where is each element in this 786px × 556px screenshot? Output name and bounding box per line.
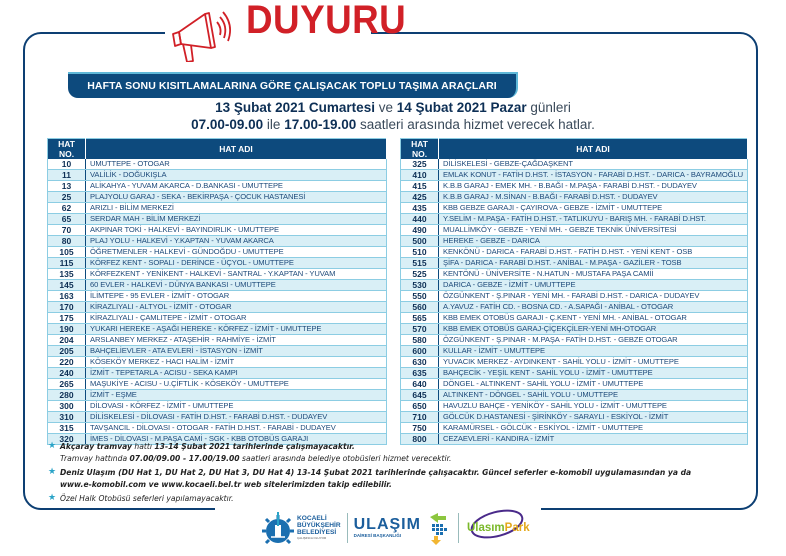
route-name: ALTINKENT - DÖNGEL - SAHİL YOLU - UMUTTEPE [439,390,748,401]
route-name: PLAJYOLU GARAJ - SEKA - BEKİRPAŞA - ÇOCUK HASTANESİ [86,192,387,203]
route-number: 630 [401,357,439,368]
route-name: K.B.B GARAJ - M.SİNAN - B.BAĞI - FARABİ D.HST. - DUDAYEV [439,192,748,203]
route-name: BAHÇECİK - YEŞİL KENT - SAHİL YOLU - İZMİT - UMUTTEPE [439,368,748,379]
column-header-name: HAT ADI [439,139,748,160]
route-name: İZMİT - EŞME [86,390,387,401]
route-row [48,346,387,357]
note-tram [48,441,748,464]
route-name: MUALLİMKÖY - GEBZE - YENİ MH. - GEBZE TEKNİK ÜNİVERSİTESİ [439,225,748,236]
note-private-bus [48,493,748,505]
logo-tagline: ÇALIŞINCA OLUYOR [297,536,327,541]
route-number: 500 [401,236,439,247]
kbb-emblem-icon [262,510,294,546]
route-number: 265 [48,379,86,390]
route-number: 410 [401,170,439,181]
route-number: 800 [401,434,439,445]
note-text: 13-14 Şubat 2021 tarihlerinde çalışmayacaktır. [154,442,355,451]
route-name: YUKARI HEREKE - AŞAĞI HEREKE - KÖRFEZ - İZMİT - UMUTTEPE [86,324,387,335]
route-number: 435 [401,203,439,214]
route-row [48,236,387,247]
kbb-wordmark [297,515,341,542]
route-name: ÖZGÜNKENT - Ş.PINAR - YENİ MH. - FARABİ D.HST. - DARICA - DUDAYEV [439,291,748,302]
route-name: HEREKE - GEBZE - DARICA [439,236,748,247]
route-name: EMLAK KONUT - FATİH D.HST. - İSTASYON - FARABİ D.HST. - DARICA - BAYRAMOĞLU [439,170,748,181]
route-row [48,291,387,302]
time-evening: 17.00-19.00 [284,117,357,132]
route-row [48,280,387,291]
route-number: 300 [48,401,86,412]
route-number: 11 [48,170,86,181]
route-name: K.B.B GARAJ - EMEK MH. - B.BAĞI - M.PAŞA - FARABİ D.HST. - DUDAYEV [439,181,748,192]
route-row [48,379,387,390]
route-name: DARICA - GEBZE - İZMİT - UMUTTEPE [439,280,748,291]
route-name: VALİLİK - DOĞUKIŞLA [86,170,387,181]
route-row [48,170,387,181]
route-name: GÖLCÜK D.HASTANESİ - ŞİRİNKÖY - SARAYLI - ESKİYOL - İZMİT [439,412,748,423]
route-name: KULLAR - İZMİT - UMUTTEPE [439,346,748,357]
route-row [48,412,387,423]
route-row [401,324,748,335]
route-row [48,258,387,269]
route-name: KÖRFEZ KENT - SOPALI - DERİNCE - ÜÇYOL - UMUTTEPE [86,258,387,269]
note-text: Akçaray tramvay [60,442,132,451]
route-number: 645 [401,390,439,401]
note-text: Deniz Ulaşım (DU Hat 1, DU Hat 2, DU Hat 3, DU Hat 4) 13-14 Şubat 2021 tarihlerinde çalışacaktır. Güncel seferler e-komobil uygulamasından ya da [60,468,692,477]
logo-text: KOCAELİ [297,514,327,522]
route-number: 560 [401,302,439,313]
route-name: KBB EMEK OTOBÜS GARAJI - Ç.KENT - YENİ MH. - ANİBAL - OTOGAR [439,313,748,324]
route-number: 13 [48,181,86,192]
route-name: ARSLANBEY MERKEZ - ATAŞEHİR - RAHMİYE - İZMİT [86,335,387,346]
route-number: 320 [48,434,86,445]
route-number: 315 [48,423,86,434]
ulasim-wordmark [354,517,421,539]
route-number: 550 [401,291,439,302]
route-number: 25 [48,192,86,203]
route-number: 170 [48,302,86,313]
date-saturday: 13 Şubat 2021 Cumartesi [215,100,375,115]
route-name: MAŞUKİYE - ACISU - U.ÇİFTLİK - KÖSEKÖY - UMUTTEPE [86,379,387,390]
route-name: ÖZGÜNKENT - Ş.PINAR - M.PAŞA - FATİH D.HST. - GEBZE OTOGAR [439,335,748,346]
route-name: KİRAZLIYALI - ÇAMLITEPE - İZMİT - OTOGAR [86,313,387,324]
logo-divider [458,513,459,543]
route-number: 325 [401,159,439,170]
route-number: 220 [48,357,86,368]
route-name: YUVACIK MERKEZ - AYDINKENT - SAHİL YOLU - İZMİT - UMUTTEPE [439,357,748,368]
route-number: 710 [401,412,439,423]
route-name: SERDAR MAH - BİLİM MERKEZİ [86,214,387,225]
conjunction: ve [378,100,393,115]
route-row [401,170,748,181]
route-row [401,214,748,225]
column-header-no: HAT NO. [401,139,439,160]
route-number: 635 [401,368,439,379]
route-number: 135 [48,269,86,280]
route-number: 750 [401,423,439,434]
route-name: ALİKAHYA - YUVAM AKARCA - D.BANKASI - UMUTTEPE [86,181,387,192]
route-row [48,401,387,412]
route-number: 530 [401,280,439,291]
route-number: 650 [401,401,439,412]
route-row [401,203,748,214]
route-number: 163 [48,291,86,302]
route-number: 515 [401,258,439,269]
route-name: KENKÖNÜ - DARICA - FARABİ D.HST. - FATİH D.HST. - YENİ KENT - OSB [439,247,748,258]
route-row [401,291,748,302]
route-row [401,313,748,324]
route-row [401,401,748,412]
note-text: www.e-komobil.com ve www.kocaeli.bel.tr web sitelerimizden takip edilebilir. [60,479,392,489]
route-row [48,159,387,170]
ulasim-arrows-icon [424,511,452,545]
page-title: DUYURU [246,0,407,42]
route-number: 640 [401,379,439,390]
route-number: 65 [48,214,86,225]
route-row [401,302,748,313]
time-description: saatleri arasında hizmet verecek hatlar. [360,117,595,132]
route-row [401,423,748,434]
route-name: AKPINAR TOKİ - HALKEVİ - BAYINDIRLIK - UMUTTEPE [86,225,387,236]
route-number: 240 [48,368,86,379]
route-number: 425 [401,192,439,203]
column-header-name: HAT ADI [86,139,387,160]
logo-subtext: DAİRESİ BAŞKANLIĞI [353,533,402,538]
logo-text: Ulasım [466,522,505,534]
route-name: TAVŞANCIL - DİLOVASI - OTOGAR - FATİH D.HST. - FARABİ - DUDAYEV [86,423,387,434]
route-number: 565 [401,313,439,324]
route-number: 525 [401,269,439,280]
route-number: 280 [48,390,86,401]
route-row [48,192,387,203]
route-row [48,225,387,236]
route-name: ŞİFA - DARICA - FARABİ D.HST. - ANİBAL - M.PAŞA - GAZİLER - TOSB [439,258,748,269]
note-sea-transport [48,467,748,490]
routes-table-left [47,138,387,445]
route-row [401,335,748,346]
route-row [401,357,748,368]
routes-table-right [400,138,748,445]
footer-logos [262,505,530,551]
note-text: saatleri arasında belediye otobüsleri hizmet verecektir. [242,453,452,463]
route-name: İZMİT - TEPETARLA - ACISU - SEKA KAMPI [86,368,387,379]
route-name: ARIZLI - BİLİM MERKEZİ [86,203,387,214]
route-name: UMUTTEPE - OTOGAR [86,159,387,170]
route-name: KİRAZLIYALI - ALTYOL - İZMİT - OTOGAR [86,302,387,313]
route-number: 570 [401,324,439,335]
route-name: KÖRFEZKENT - YENİKENT - HALKEVİ - SANTRAL - Y.KAPTAN - YUVAM [86,269,387,280]
route-number: 490 [401,225,439,236]
route-number: 580 [401,335,439,346]
route-number: 440 [401,214,439,225]
route-row [401,236,748,247]
route-number: 510 [401,247,439,258]
subtitle-banner: HAFTA SONU KISITLAMALARINA GÖRE ÇALIŞACAK TOPLU TAŞIMA ARAÇLARI [68,72,518,98]
route-row [401,181,748,192]
route-row [401,225,748,236]
route-row [48,390,387,401]
time-morning: 07.00-09.00 [191,117,264,132]
route-row [401,346,748,357]
route-name: Y.SELİM - M.PAŞA - FATİH D.HST. - TATLIKUYU - BARIŞ MH. - FARABİ D.HST. [439,214,748,225]
column-header-no: HAT NO. [48,139,86,160]
route-name: 60 EVLER - HALKEVİ - DÜNYA BANKASI - UMUTTEPE [86,280,387,291]
route-row [48,302,387,313]
ulasimpark-logo [465,509,530,547]
route-name: KARAMÜRSEL - GÖLCÜK - ESKİYOL - İZMİT - UMUTTEPE [439,423,748,434]
route-row [401,269,748,280]
route-number: 190 [48,324,86,335]
logo-text: Park [504,522,530,534]
notes-section [48,441,748,505]
route-name: HAVUZLU BAHÇE - YENİKÖY - SAHİL YOLU - İZMİT - UMUTTEPE [439,401,748,412]
route-row [48,269,387,280]
route-row [401,280,748,291]
route-row [48,203,387,214]
route-number: 175 [48,313,86,324]
route-number: 115 [48,258,86,269]
route-row [48,324,387,335]
route-row [401,368,748,379]
date-line [0,100,786,115]
route-number: 415 [401,181,439,192]
route-row [401,159,748,170]
route-row [401,258,748,269]
route-row [401,247,748,258]
route-name: KBB EMEK OTOBÜS GARAJ-ÇİÇEKÇİLER-YENİ MH-OTOGAR [439,324,748,335]
route-row [48,335,387,346]
route-number: 145 [48,280,86,291]
route-name: KBB GEBZE GARAJI - ÇAYIROVA - GEBZE - İZMİT - UMUTTEPE [439,203,748,214]
route-row [48,423,387,434]
days-label: günleri [530,100,571,115]
route-row [401,192,748,203]
route-number: 205 [48,346,86,357]
route-row [48,214,387,225]
logo-divider [347,513,348,543]
route-name: A.YAVUZ - FATİH CD. - BOSNA CD. - A.SAPAĞI - ANİBAL - OTOGAR [439,302,748,313]
note-text: 07.00/09.00 - 17.00/19.00 [129,453,240,463]
note-text: Özel Halk Otobüsü seferleri yapılamayacaktır. [60,494,234,503]
time-line [0,117,786,132]
route-name: DİLOVASI - KÖRFEZ - İZMİT - UMUTTEPE [86,401,387,412]
route-name: KÖSEKÖY MERKEZ - HACI HALİM - İZMİT [86,357,387,368]
route-number: 600 [401,346,439,357]
route-number: 80 [48,236,86,247]
route-name: DİLİSKELESİ - GEBZE-ÇAĞDAŞKENT [439,159,748,170]
route-row [48,368,387,379]
route-name: KENTÖNÜ - ÜNİVERSİTE - N.HATUN - MUSTAFA PAŞA CAMİİ [439,269,748,280]
route-name: PLAJ YOLU - HALKEVİ - Y.KAPTAN - YUVAM AKARCA [86,236,387,247]
star-icon: ★ [48,441,57,451]
route-name: ÖĞRETMENLER - HALKEVİ - GÜNDOĞDU - UMUTTEPE [86,247,387,258]
date-sunday: 14 Şubat 2021 Pazar [396,100,527,115]
route-name: DİLİSKELESİ - DİLOVASI - FATİH D.HST. - FARABİ D.HST. - DUDAYEV [86,412,387,423]
route-name: CEZAEVLERİ - KANDIRA - İZMİT [439,434,748,445]
route-name: BAHÇELİEVLER - ATA EVLERİ - İSTASYON - İZMİT [86,346,387,357]
star-icon: ★ [48,467,57,477]
logo-text: BÜYÜKŞEHİR [297,521,341,529]
route-number: 310 [48,412,86,423]
route-number: 62 [48,203,86,214]
megaphone-icon [165,4,235,62]
note-text: Tramvay hattında [60,453,128,463]
route-row [401,412,748,423]
note-text: hattı [134,442,152,451]
route-number: 10 [48,159,86,170]
route-number: 70 [48,225,86,236]
route-number: 204 [48,335,86,346]
ulasim-logo [354,511,452,545]
route-row [48,247,387,258]
route-name: DÖNGEL - ALTINKENT - SAHİL YOLU - İZMİT - UMUTTEPE [439,379,748,390]
route-row [48,181,387,192]
route-row [48,313,387,324]
route-row [48,357,387,368]
kbb-logo [262,510,341,546]
route-row [401,379,748,390]
park-wordmark [467,522,530,534]
star-icon: ★ [48,493,57,503]
conjunction: ile [266,117,281,132]
route-number: 105 [48,247,86,258]
logo-text: ULAŞIM [353,516,421,533]
logo-text: BELEDİYESİ [297,529,337,537]
route-row [401,390,748,401]
route-name: İMES - DİLOVASI - M.PAŞA CAMİ - SGK - KBB OTOBÜS GARAJI [86,434,387,445]
route-name: İLİMTEPE - 95 EVLER - İZMİT - OTOGAR [86,291,387,302]
